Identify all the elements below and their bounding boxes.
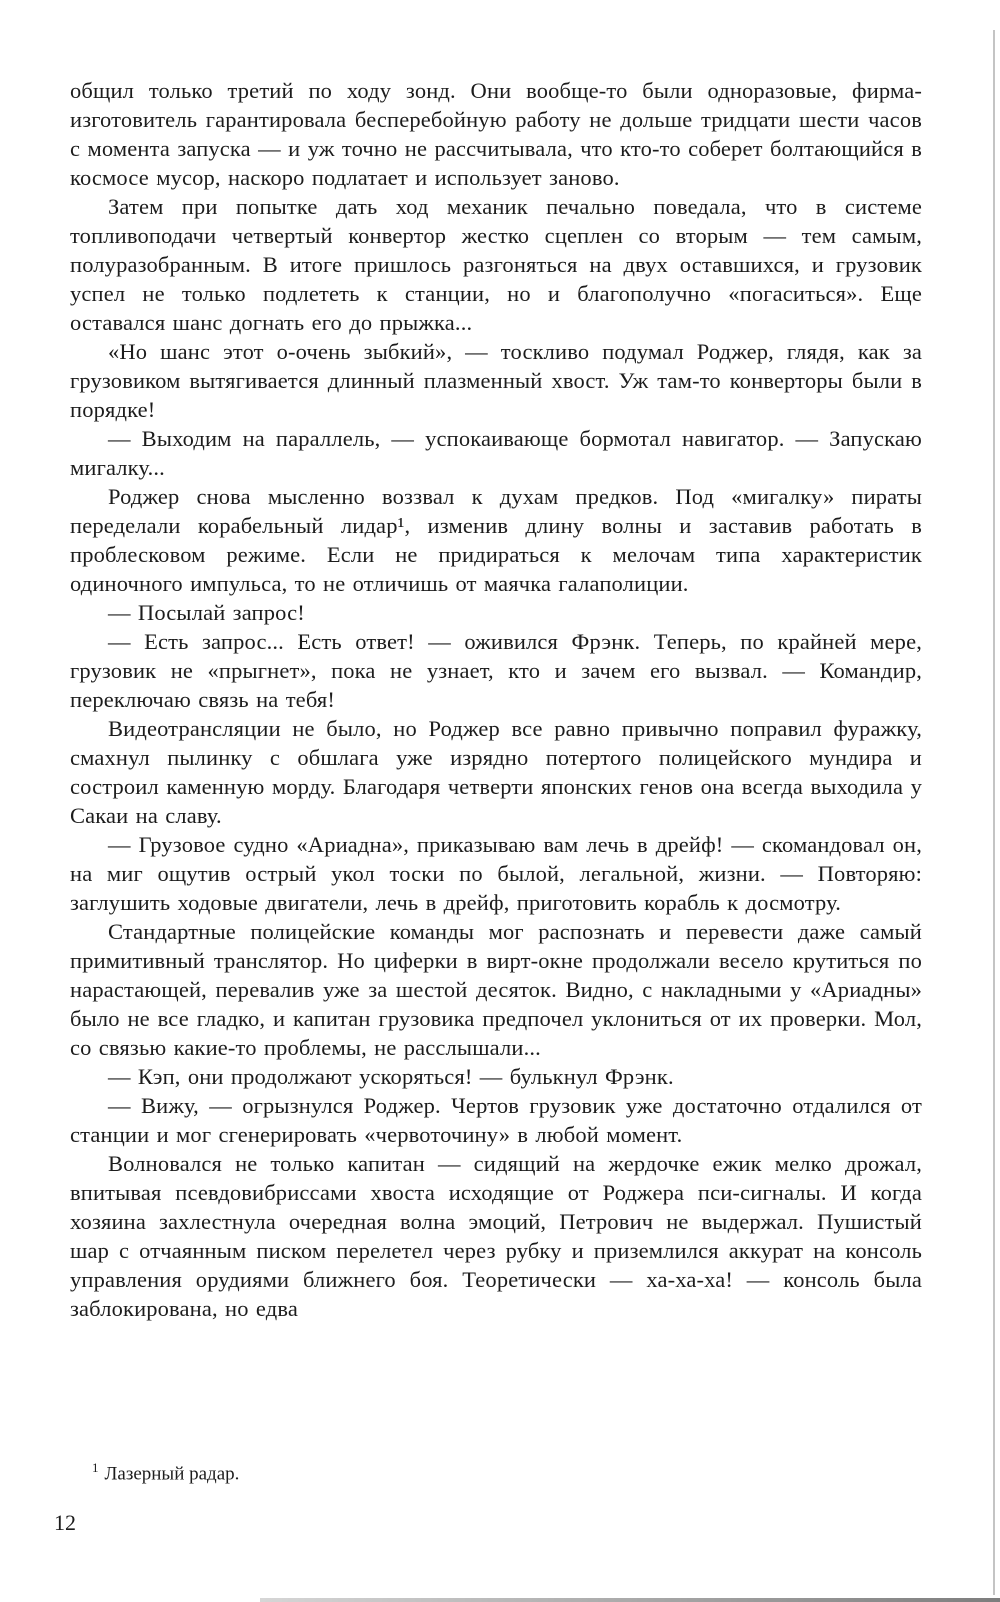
footnote-marker: 1 — [92, 1460, 99, 1475]
paragraph: — Выходим на параллель, — успокаивающе бормотал навигатор. — Запускаю мигалку... — [70, 426, 922, 480]
paragraph: — Вижу, — огрызнулся Роджер. Чертов грузовик уже достаточно отдалился от станции и мог сгенерировать «червоточину» в любой момент. — [70, 1093, 922, 1147]
paragraph: — Грузовое судно «Ариадна», приказываю вам лечь в дрейф! — скомандовал он, на миг ощутив острый укол тоски по былой, легальной, жизни. — Повторяю: заглушить ходовые двигатели, лечь в дрейф, приготовить корабль к досмотру. — [70, 832, 922, 915]
paragraph: Стандартные полицейские команды мог распознать и перевести даже самый примитивный транслятор. Но циферки в вирт-окне продолжали весело крутиться по нарастающей, перевалив уже за шестой десяток. Видно, с накладными у «Ариадны» было не все гладко, и капитан грузовика предпочел уклониться от их проверки. Мол, со связью какие-то проблемы, не расслышали... — [70, 919, 922, 1060]
page-text — [70, 76, 922, 1323]
paragraph: — Есть запрос... Есть ответ! — оживился Фрэнк. Теперь, по крайней мере, грузовик не «прыгнет», пока не узнает, кто и зачем его вызвал. — Командир, переключаю связь на тебя! — [70, 629, 922, 712]
paragraph: Затем при попытке дать ход механик печально поведала, что в системе топливоподачи четвертый конвертор жестко сцеплен со вторым — тем самым, полуразобранным. В итоге пришлось разгоняться на двух оставшихся, и грузовик успел не только подлететь к станции, но и благополучно «погаситься». Еще оставался шанс догнать его до прыжка... — [70, 194, 922, 335]
footnote — [92, 1456, 239, 1486]
paragraph: «Но шанс этот о-очень зыбкий», — тоскливо подумал Роджер, глядя, как за грузовиком вытягивается длинный плазменный хвост. Уж там-то конверторы были в порядке! — [70, 339, 922, 422]
paragraph: Роджер снова мысленно воззвал к духам предков. Под «мигалку» пираты переделали корабельный лидар¹, изменив длину волны и заставив работать в проблесковом режиме. Если не придираться к мелочам типа характеристик одиночного импульса, то не отличишь от маячка галаполиции. — [70, 484, 922, 596]
paragraph: — Посылай запрос! — [108, 600, 305, 625]
footnote-text: Лазерный радар. — [104, 1463, 240, 1485]
paragraph: Видеотрансляции не было, но Роджер все равно привычно поправил фуражку, смахнул пылинку с обшлага уже изрядно потертого полицейского мундира и состроил каменную морду. Благодаря четверти японских генов она всегда выходила у Сакаи на славу. — [70, 716, 922, 828]
paragraph: — Кэп, они продолжают ускоряться! — булькнул Фрэнк. — [108, 1064, 674, 1089]
scan-edge-bottom — [260, 1598, 1000, 1602]
paragraph: общил только третий по ходу зонд. Они вообще-то были одноразовые, фирма-изготовитель гарантировала бесперебойную работу не дольше тридцати шести часов с момента запуска — и уж точно не рассчитывала, что кто-то соберет болтающийся в космосе мусор, наскоро подлатает и использует заново. — [70, 78, 922, 190]
scan-edge-right — [993, 30, 995, 1595]
page-number: 12 — [54, 1510, 76, 1535]
paragraph: Волновался не только капитан — сидящий на жердочке ежик мелко дрожал, впитывая псевдовибриссами хвоста исходящие от Роджера пси-сигналы. И когда хозяина захлестнула очередная волна эмоций, Петрович не выдержал. Пушистый шар с отчаянным писком перелетел через рубку и приземлился аккурат на консоль управления орудиями ближнего боя. Теоретически — ха-ха-ха! — консоль была заблокирована, но едва — [70, 1151, 922, 1321]
